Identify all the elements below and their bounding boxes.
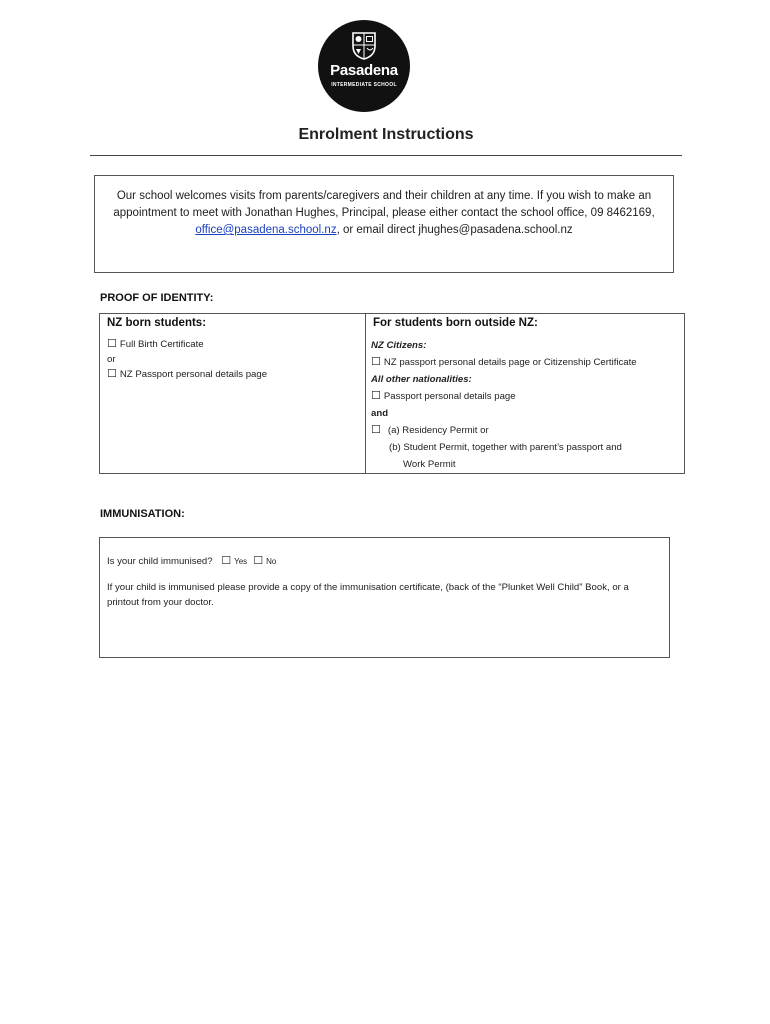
checkbox-birth-certificate[interactable]: ☐	[107, 338, 117, 350]
school-logo	[318, 20, 410, 112]
identity-table	[99, 313, 685, 474]
item-label: Full Birth Certificate	[119, 339, 204, 350]
title-divider	[90, 155, 682, 156]
checkbox-passport[interactable]: ☐	[371, 390, 381, 402]
outside-nz-cell	[366, 314, 685, 474]
welcome-box	[94, 175, 674, 273]
immunisation-note: If your child is immunised please provide a copy of the immunisation certificate, (back of the “Plunket Well Child” Book, or a printout from your doctor.	[107, 582, 629, 608]
immunisation-question-row	[107, 554, 282, 569]
checkbox-citizen-passport[interactable]: ☐	[371, 356, 381, 368]
list-item	[107, 337, 365, 352]
immunisation-box	[99, 537, 670, 658]
nz-citizens-label: NZ Citizens:	[371, 340, 427, 351]
proof-of-identity-heading: PROOF OF IDENTITY:	[100, 292, 214, 304]
other-nationalities-label: All other nationalities:	[371, 374, 472, 385]
office-email-link[interactable]: office@pasadena.school.nz	[195, 224, 337, 236]
checkbox-no[interactable]: ☐	[253, 555, 264, 567]
list-item	[371, 354, 684, 371]
yes-label: Yes	[234, 557, 248, 566]
list-item	[371, 388, 684, 405]
welcome-text-end: , or email direct jhughes@pasadena.school.nz	[336, 224, 573, 236]
checkbox-nz-passport[interactable]: ☐	[107, 368, 117, 380]
logo-subtitle: INTERMEDIATE SCHOOL	[331, 82, 397, 88]
list-item	[371, 422, 684, 439]
and-text: and	[371, 408, 389, 419]
item-label: NZ passport personal details page or Citizenship Certificate	[383, 357, 637, 368]
item-b-continued: Work Permit	[403, 459, 456, 470]
list-item	[107, 367, 365, 382]
nz-born-heading: NZ born students:	[107, 317, 207, 329]
item-b-label: (b) Student Permit, together with parent’s passport and	[389, 442, 622, 453]
page-title: Enrolment Instructions	[298, 126, 474, 143]
item-label: (a) Residency Permit or	[387, 425, 489, 436]
welcome-text: Our school welcomes visits from parents/caregivers and their children at any time. If you wish to make an appointment to meet with Jonathan Hughes, Principal, please either contact the school office, 09 8462169,	[113, 190, 655, 219]
no-label: No	[266, 557, 277, 566]
checkbox-yes[interactable]: ☐	[221, 555, 232, 567]
checkbox-permit[interactable]: ☐	[371, 424, 381, 436]
nz-born-cell	[100, 314, 366, 474]
item-label: Passport personal details page	[383, 391, 516, 402]
item-label: NZ Passport personal details page	[119, 369, 268, 380]
immunisation-heading: IMMUNISATION:	[100, 508, 185, 520]
logo-name: Pasadena	[330, 62, 398, 79]
or-text: or	[107, 354, 116, 365]
crest-icon	[351, 32, 377, 60]
immunisation-question: Is your child immunised?	[107, 556, 213, 567]
outside-nz-heading: For students born outside NZ:	[373, 317, 538, 329]
